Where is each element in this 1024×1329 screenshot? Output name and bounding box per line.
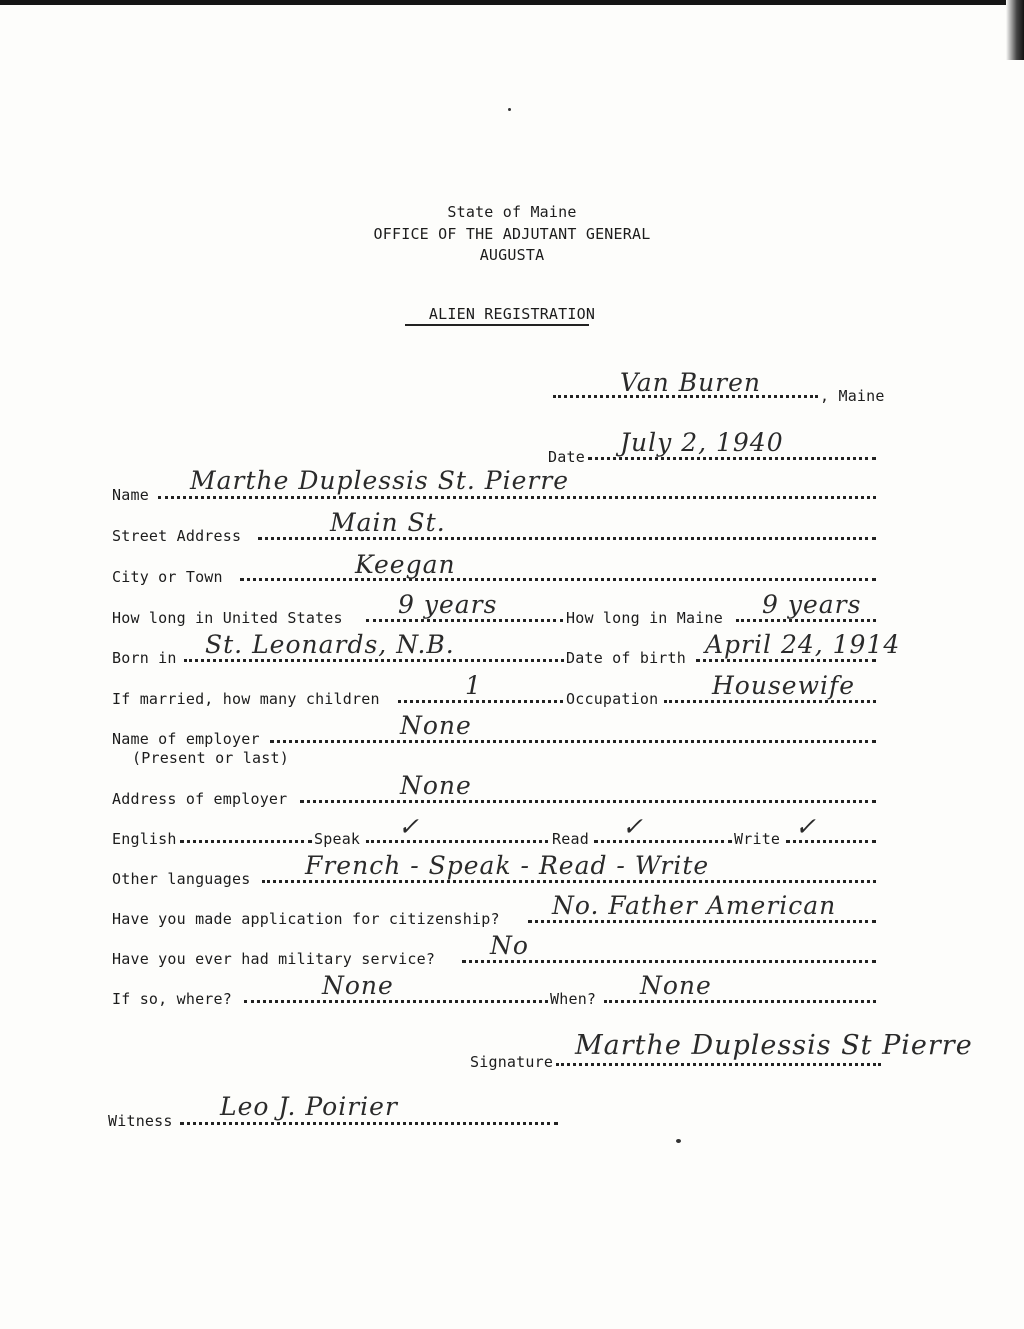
name-dots xyxy=(158,496,876,499)
military-value: No xyxy=(490,931,529,960)
if-so-where-label: If so, where? xyxy=(112,990,232,1008)
employer-dots xyxy=(270,740,876,743)
header-city: AUGUSTA xyxy=(479,246,545,264)
how-long-us-dots xyxy=(366,619,563,622)
date-value: July 2, 1940 xyxy=(620,428,784,457)
when-label: When? xyxy=(550,990,597,1008)
date-of-birth-label: Date of birth xyxy=(566,649,686,667)
english-label: English xyxy=(112,830,177,848)
city-value: Keegan xyxy=(355,550,456,579)
employer-address-dots xyxy=(300,800,876,803)
date-of-birth-dots xyxy=(696,659,876,662)
city-dots xyxy=(240,578,876,581)
occupation-dots xyxy=(664,700,876,703)
military-dots xyxy=(462,960,876,963)
children-value: 1 xyxy=(465,671,482,700)
citizenship-label: Have you made application for citizenship? xyxy=(112,910,500,928)
street-address-value: Main St. xyxy=(330,508,446,537)
employer-value: None xyxy=(400,711,472,740)
write-value: ✓ xyxy=(795,812,817,841)
occupation-value: Housewife xyxy=(712,671,856,700)
read-value: ✓ xyxy=(622,812,644,841)
name-value: Marthe Duplessis St. Pierre xyxy=(190,466,570,495)
signature-dots xyxy=(556,1063,881,1066)
when-value: None xyxy=(640,971,712,1000)
date-of-birth-value: April 24, 1914 xyxy=(705,630,901,659)
present-or-last-label: (Present or last) xyxy=(132,749,289,767)
if-so-where-value: None xyxy=(322,971,394,1000)
other-languages-dots xyxy=(262,880,876,883)
citizenship-value: No. Father American xyxy=(552,891,837,920)
witness-label: Witness xyxy=(108,1112,173,1130)
scan-border-right xyxy=(1006,0,1024,60)
signature-label: Signature xyxy=(470,1053,554,1071)
how-long-maine-dots xyxy=(736,619,876,622)
english-dots xyxy=(180,840,312,843)
street-address-label: Street Address xyxy=(112,527,242,545)
witness-dots xyxy=(180,1122,558,1125)
how-long-maine-value: 9 years xyxy=(762,590,862,619)
citizenship-dots xyxy=(528,920,876,923)
scan-speck xyxy=(508,108,511,111)
header-office: OFFICE OF THE ADJUTANT GENERAL xyxy=(373,225,651,243)
write-label: Write xyxy=(734,830,781,848)
occupation-label: Occupation xyxy=(566,690,659,708)
employer-address-label: Address of employer xyxy=(112,790,288,808)
born-in-value: St. Leonards, N.B. xyxy=(205,630,455,659)
header-state: State of Maine xyxy=(447,203,577,221)
other-languages-label: Other languages xyxy=(112,870,251,888)
signature-value: Marthe Duplessis St Pierre xyxy=(575,1030,973,1061)
scan-speck xyxy=(676,1139,681,1143)
name-label: Name xyxy=(112,486,149,504)
if-so-where-dots xyxy=(244,1000,548,1003)
read-label: Read xyxy=(552,830,589,848)
title-underline xyxy=(405,324,589,326)
other-languages-value: French - Speak - Read - Write xyxy=(305,851,710,880)
date-label: Date xyxy=(548,448,585,466)
town-value: Van Buren xyxy=(620,368,762,397)
street-address-dots xyxy=(258,537,876,540)
military-label: Have you ever had military service? xyxy=(112,950,436,968)
form-title: ALIEN REGISTRATION xyxy=(428,305,596,323)
how-long-us-value: 9 years xyxy=(398,590,498,619)
speak-value: ✓ xyxy=(398,812,420,841)
born-in-label: Born in xyxy=(112,649,177,667)
witness-value: Leo J. Poirier xyxy=(220,1092,398,1121)
children-label: If married, how many children xyxy=(112,690,380,708)
city-label: City or Town xyxy=(112,568,223,586)
maine-label: , Maine xyxy=(820,387,885,405)
employer-address-value: None xyxy=(400,771,472,800)
born-in-dots xyxy=(184,659,564,662)
date-dots xyxy=(588,457,876,460)
how-long-maine-label: How long in Maine xyxy=(566,609,723,627)
speak-label: Speak xyxy=(314,830,361,848)
speak-dots xyxy=(366,840,548,843)
read-dots xyxy=(594,840,732,843)
employer-label: Name of employer xyxy=(112,730,260,748)
when-dots xyxy=(604,1000,876,1003)
how-long-us-label: How long in United States xyxy=(112,609,343,627)
scan-border-top xyxy=(0,0,1024,5)
children-dots xyxy=(398,700,563,703)
